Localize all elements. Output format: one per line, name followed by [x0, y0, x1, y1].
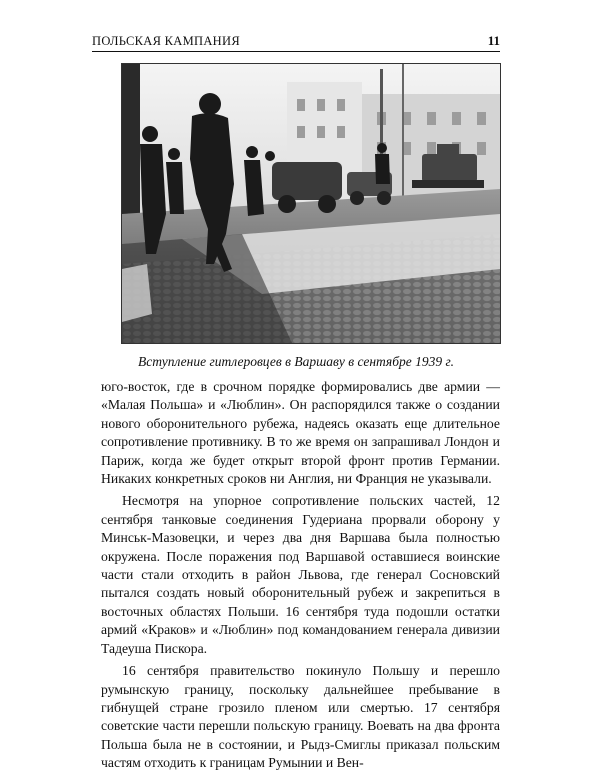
historical-photo — [121, 63, 501, 344]
paragraph: юго-восток, где в срочном порядке формировались две армии — «Малая Польша» и «Люблин». Он распорядился также о создании нового оборонительного рубежа, надеясь оказать еще длительное сопротивление противнику. В то же время он запрашивал Лондон и Париж, когда же будет открыт второй фронт против Германии. Никаких конкретных сроков ни Англия, ни Франция не указывали. — [101, 379, 500, 487]
paragraph: 16 сентября правительство покинуло Польшу и перешло румынскую границу, поскольку дальнейшее пребывание в гибнущей стране грозило пленом или смертью. 17 сентября советские части перешли польскую границу. Воевать на два фронта Польша была не в состоянии, и Рыдз-Смиглы приказал польским частям отходить к границам Румынии и Вен- — [101, 663, 500, 771]
paragraph: Несмотря на упорное сопротивление польских частей, 12 сентября танковые соединения Гудериана прорвали оборону у Минськ-Мазовецки, и через два дня Варшава была полностью окружена. После поражения под Варшавой оставшиеся воинские части стали отходить в район Львова, где генерал Сосновский пытался создать новый оборонительный рубеж и закрепиться в восточных областях Польши. 16 сентября туда подошли остатки армий «Краков» и «Люблин» под командованием генерала дивизии Тадеуша Пискора. — [101, 493, 500, 656]
body-text — [101, 378, 500, 777]
page-number: 11 — [487, 33, 500, 48]
photo-illustration — [122, 64, 500, 343]
photo-caption: Вступление гитлеровцев в Варшаву в сентябре 1939 г. — [138, 354, 454, 369]
running-header — [92, 31, 500, 52]
running-title: ПОЛЬСКАЯ КАМПАНИЯ — [92, 34, 240, 48]
